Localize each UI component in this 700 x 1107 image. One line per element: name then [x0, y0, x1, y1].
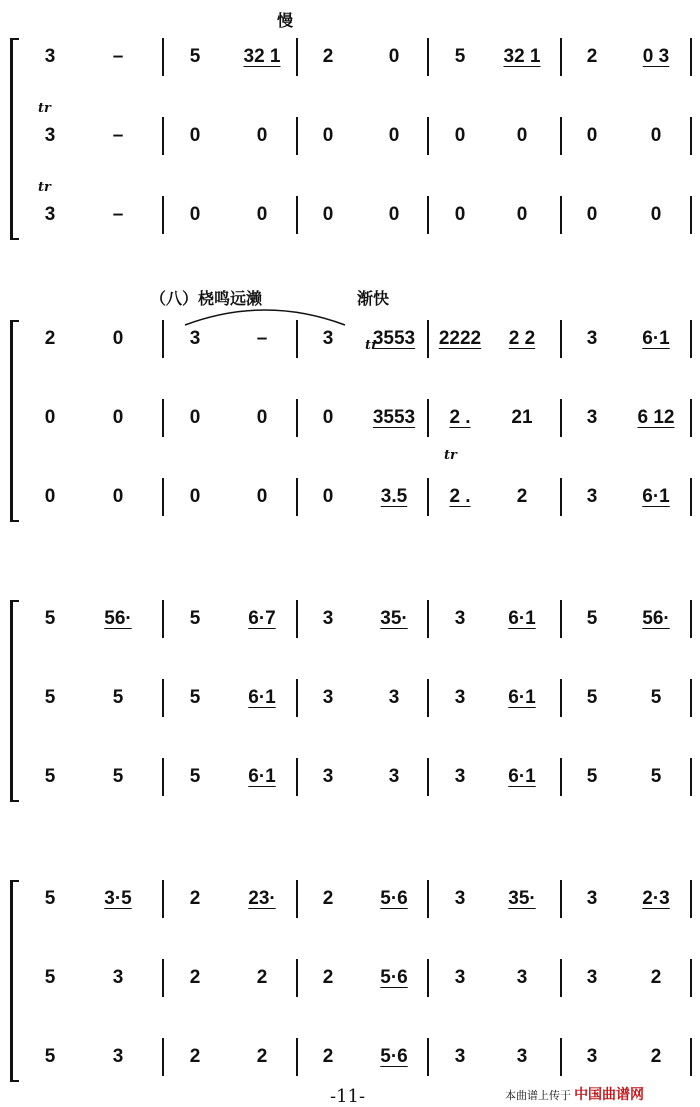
note: 23· [248, 888, 276, 909]
note: 2 . [449, 486, 471, 507]
note: 0 [454, 125, 466, 146]
note: 3 [322, 766, 334, 787]
barline [560, 117, 562, 155]
tempo-marking: 慢 [277, 13, 294, 30]
note: 5 [189, 766, 201, 787]
note: 3 [322, 608, 334, 629]
barline [162, 758, 164, 796]
note: 5 [44, 967, 56, 988]
staff-row [0, 403, 700, 433]
note: 5 [44, 1046, 56, 1067]
note: 3 [586, 328, 598, 349]
note: 0 [189, 486, 201, 507]
trill-mark: tr [444, 448, 457, 463]
note: 2 [322, 1046, 334, 1067]
barline [690, 758, 692, 796]
note: 3 [586, 407, 598, 428]
note: 0 [322, 407, 334, 428]
staff-row [0, 200, 700, 230]
staff-row [0, 683, 700, 713]
note: 3 [388, 687, 400, 708]
note: 35· [508, 888, 536, 909]
note: 2 [189, 967, 201, 988]
note: 0 [650, 125, 662, 146]
note: 3 [454, 967, 466, 988]
barline [560, 38, 562, 76]
note: 0 [586, 125, 598, 146]
note: 0 [388, 46, 400, 67]
note: 0 [388, 204, 400, 225]
note: 5 [454, 46, 466, 67]
note: 3 [454, 608, 466, 629]
trill-mark: tr [38, 101, 51, 116]
note: 2 [256, 967, 268, 988]
note: 0 [516, 125, 528, 146]
note: 2 [516, 486, 528, 507]
note: 3·5 [104, 888, 132, 909]
note: 5 [586, 766, 598, 787]
note: 3 [454, 766, 466, 787]
note: 0 [650, 204, 662, 225]
note: 0 [322, 486, 334, 507]
note: 2222 [438, 328, 482, 349]
note: 0 3 [642, 46, 670, 67]
note: 6 12 [637, 407, 675, 428]
note: 3 [516, 1046, 528, 1067]
staff-row [0, 884, 700, 914]
barline [427, 758, 429, 796]
slur-curve [180, 300, 360, 330]
page-number: -11- [330, 1086, 366, 1107]
note: 3.5 [380, 486, 408, 507]
note: 5 [44, 608, 56, 629]
barline [427, 959, 429, 997]
note: 5 [44, 687, 56, 708]
barline [690, 399, 692, 437]
note: 2 . [449, 407, 471, 428]
note: 56· [104, 608, 132, 629]
note: 32 1 [503, 46, 541, 67]
tempo-marking: （八）桡鸣远濑 [150, 291, 263, 308]
note: 3553 [372, 328, 416, 349]
barline [427, 38, 429, 76]
note: 0 [112, 486, 124, 507]
staff-row [0, 604, 700, 634]
barline [690, 679, 692, 717]
note: 2 2 [508, 328, 536, 349]
note: 0 [322, 204, 334, 225]
note: 5 [586, 608, 598, 629]
note: – [112, 46, 124, 67]
note: 0 [112, 407, 124, 428]
barline [162, 679, 164, 717]
barline [560, 196, 562, 234]
note: 0 [256, 204, 268, 225]
note: 35· [380, 608, 408, 629]
note: 5·6 [380, 888, 408, 909]
note: 5 [44, 766, 56, 787]
staff-row [0, 1042, 700, 1072]
note: 6·1 [508, 687, 536, 708]
note: 0 [454, 204, 466, 225]
note: 0 [322, 125, 334, 146]
note: 3 [454, 1046, 466, 1067]
note: 0 [586, 204, 598, 225]
barline [162, 880, 164, 918]
note: – [112, 125, 124, 146]
site-logo: 中国曲谱网 [574, 1086, 645, 1102]
note: 6·1 [508, 766, 536, 787]
barline [427, 478, 429, 516]
credit-text: 本曲谱上传于 [505, 1090, 571, 1102]
note: 0 [189, 407, 201, 428]
note: 5 [112, 687, 124, 708]
barline [560, 600, 562, 638]
note: – [112, 204, 124, 225]
note: 3 [44, 204, 56, 225]
note: 5 [586, 687, 598, 708]
trill-mark: tr [38, 180, 51, 195]
barline [162, 38, 164, 76]
note: 5 [44, 888, 56, 909]
note: 5 [189, 687, 201, 708]
barline [427, 679, 429, 717]
note: 3 [322, 687, 334, 708]
barline [560, 959, 562, 997]
note: 6·1 [248, 687, 276, 708]
note: 0 [256, 407, 268, 428]
note: 2 [256, 1046, 268, 1067]
note: 3 [112, 967, 124, 988]
barline [296, 399, 298, 437]
barline [162, 399, 164, 437]
note: 3 [586, 486, 598, 507]
note: 2 [322, 967, 334, 988]
staff-row [0, 42, 700, 72]
note: 5·6 [380, 967, 408, 988]
note: 6·7 [248, 608, 276, 629]
note: 0 [44, 407, 56, 428]
barline [560, 1038, 562, 1076]
barline [427, 600, 429, 638]
note: 0 [256, 486, 268, 507]
note: 2 [322, 888, 334, 909]
note: 3 [586, 1046, 598, 1067]
note: 6·1 [508, 608, 536, 629]
barline [427, 320, 429, 358]
note: 21 [511, 407, 533, 428]
note: 2·3 [642, 888, 670, 909]
note: 3 [586, 967, 598, 988]
barline [296, 880, 298, 918]
barline [690, 959, 692, 997]
note: 5·6 [380, 1046, 408, 1067]
barline [560, 399, 562, 437]
note: 2 [189, 888, 201, 909]
note: 56· [642, 608, 670, 629]
staff-row [0, 482, 700, 512]
barline [296, 679, 298, 717]
note: – [256, 328, 268, 349]
barline [162, 117, 164, 155]
barline [690, 1038, 692, 1076]
note: 3 [189, 328, 201, 349]
note: 5 [650, 766, 662, 787]
barline [296, 1038, 298, 1076]
note: 0 [44, 486, 56, 507]
tempo-marking: 渐快 [357, 291, 390, 308]
barline [296, 600, 298, 638]
barline [427, 117, 429, 155]
note: 5 [189, 608, 201, 629]
note: 0 [189, 125, 201, 146]
note: 2 [189, 1046, 201, 1067]
upload-credit [505, 1084, 644, 1104]
barline [162, 959, 164, 997]
barline [690, 117, 692, 155]
note: 3 [322, 328, 334, 349]
barline [296, 758, 298, 796]
note: 0 [189, 204, 201, 225]
barline [162, 1038, 164, 1076]
note: 3 [44, 46, 56, 67]
note: 5 [189, 46, 201, 67]
barline [560, 679, 562, 717]
trill-mark: tr [365, 338, 378, 353]
barline [560, 758, 562, 796]
barline [162, 600, 164, 638]
barline [560, 478, 562, 516]
note: 6·1 [248, 766, 276, 787]
note: 3 [586, 888, 598, 909]
barline [690, 38, 692, 76]
barline [162, 478, 164, 516]
note: 3 [388, 766, 400, 787]
note: 3553 [372, 407, 416, 428]
note: 5 [650, 687, 662, 708]
note: 2 [586, 46, 598, 67]
barline [690, 880, 692, 918]
note: 3 [516, 967, 528, 988]
barline [690, 196, 692, 234]
note: 2 [650, 967, 662, 988]
note: 3 [454, 888, 466, 909]
barline [427, 880, 429, 918]
barline [162, 320, 164, 358]
note: 6·1 [642, 486, 670, 507]
barline [296, 478, 298, 516]
barline [560, 320, 562, 358]
barline [560, 880, 562, 918]
note: 0 [256, 125, 268, 146]
barline [690, 600, 692, 638]
barline [296, 196, 298, 234]
barline [296, 959, 298, 997]
staff-row [0, 963, 700, 993]
note: 5 [112, 766, 124, 787]
barline [427, 1038, 429, 1076]
barline [690, 478, 692, 516]
note: 0 [388, 125, 400, 146]
note: 3 [112, 1046, 124, 1067]
barline [690, 320, 692, 358]
note: 0 [112, 328, 124, 349]
staff-row [0, 121, 700, 151]
barline [427, 399, 429, 437]
note: 3 [44, 125, 56, 146]
barline [296, 38, 298, 76]
note: 0 [516, 204, 528, 225]
note: 2 [650, 1046, 662, 1067]
note: 3 [454, 687, 466, 708]
barline [427, 196, 429, 234]
staff-row [0, 762, 700, 792]
barline [296, 117, 298, 155]
barline [162, 196, 164, 234]
note: 2 [44, 328, 56, 349]
note: 6·1 [642, 328, 670, 349]
note: 32 1 [243, 46, 281, 67]
note: 2 [322, 46, 334, 67]
